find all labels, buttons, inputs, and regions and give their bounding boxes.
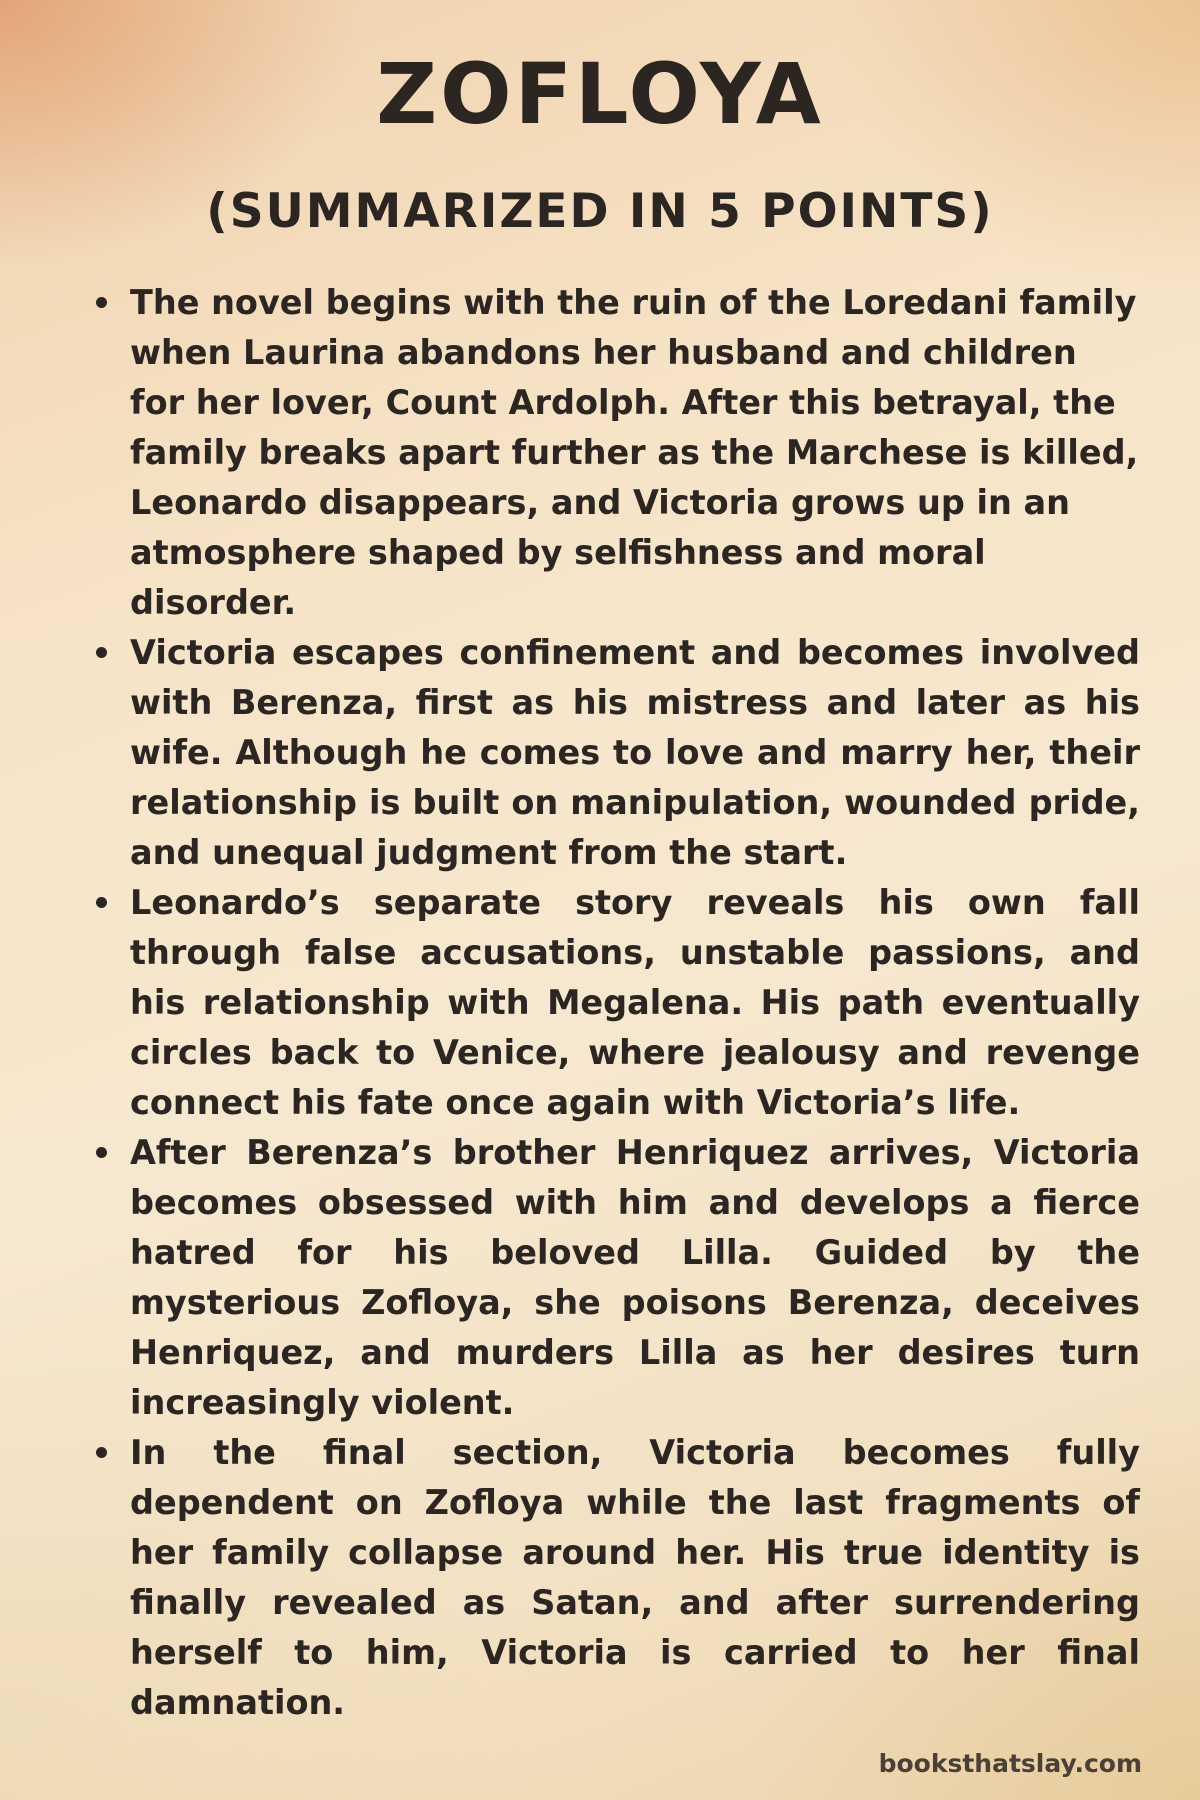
summary-point [92,878,1140,1128]
summary-point [92,278,1140,628]
summary-point-text: After Berenza’s brother Henriquez arrives, Victoria becomes obsessed with him and develops a fierce hatred for his beloved Lilla. Guided by the mysterious Zofloya, she poisons Berenza, deceives Henriquez, and murders Lilla as her desires turn increasingly violent. [130,1133,1140,1422]
summary-point-text: Victoria escapes confinement and becomes involved with Berenza, first as his mistress and later as his wife. Although he comes to love and marry her, their relationship is built on manipulation, wounded pride, and unequal judgment from the start. [130,633,1140,872]
bullet-icon [96,1447,107,1458]
bullet-icon [96,647,107,658]
summary-point [92,1128,1140,1428]
bullet-icon [96,297,107,308]
summary-list [92,278,1140,1728]
summary-point-text: In the final section, Victoria becomes fully dependent on Zofloya while the last fragments of her family collapse around her. His true identity is finally revealed as Satan, and after surrendering herself to him, Victoria is carried to her final damnation. [130,1433,1140,1722]
summary-point [92,1428,1140,1728]
summary-point-text: The novel begins with the ruin of the Loredani family when Laurina abandons her husband and children for her lover, Count Ardolph. After this betrayal, the family breaks apart further as the Marchese is killed, Leonardo disappears, and Victoria grows up in an atmosphere shaped by selfishness and moral disorder. [130,283,1139,622]
summary-point-text: Leonardo’s separate story reveals his own fall through false accusations, unstable passions, and his relationship with Megalena. His path eventually circles back to Venice, where jealousy and revenge connect his fate once again with Victoria’s life. [130,883,1140,1122]
bullet-icon [96,1147,107,1158]
page-subtitle: (SUMMARIZED IN 5 POINTS) [206,184,994,239]
source-credit: booksthatslay.com [878,1749,1142,1778]
bullet-icon [96,897,107,908]
summary-point [92,628,1140,878]
page-title: ZOFLOYA [376,45,824,143]
